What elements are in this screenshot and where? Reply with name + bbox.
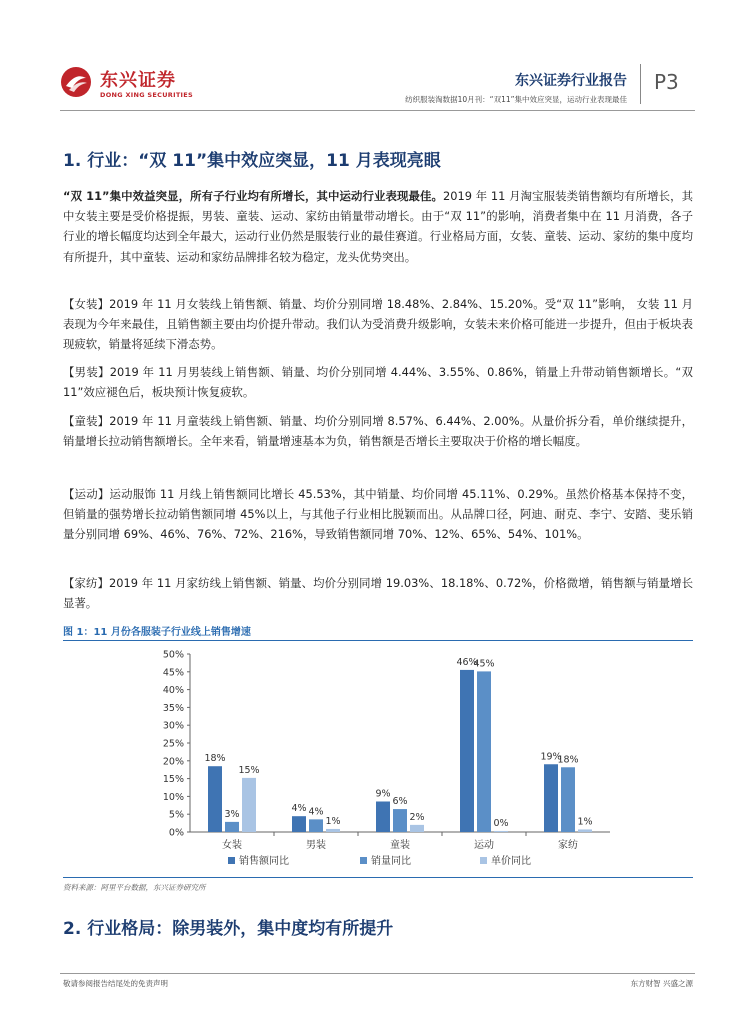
logo-text: 东兴证券 [100,70,176,91]
x-category-label: 女装 [222,840,242,851]
bar-data-label: 3% [224,808,240,820]
dongxing-logo-icon [60,66,92,98]
y-tick-label: 20% [162,756,184,768]
bar-data-label: 18% [204,753,226,765]
summary-lead: “双 11”集中效益突显，所有子行业均有所增长，其中运动行业表现最佳。 [63,189,443,203]
legend-label: 销售额同比 [239,856,289,867]
bar [460,670,474,832]
bar-data-label: 19% [540,751,562,763]
figure-bottom-rule [63,877,693,878]
section-1-title: 1. 行业：“双 11”集中效应突显，11 月表现亮眼 [63,151,441,171]
y-tick-label: 0% [168,827,184,839]
paragraph-menswear: 【男装】2019 年 11 月男装线上销售额、销量、均价分别同增 4.44%、3.55%、0.86%，销量上升带动销售额增长。“双 11”效应褪色后，板块预计恢复疲软。 [63,365,693,400]
bar [242,778,256,832]
bar [578,829,592,832]
footer-slogan: 东方财智 兴盛之源 [630,979,693,988]
section-2-title: 2. 行业格局：除男装外，集中度均有所提升 [63,919,394,939]
growth-bar-chart [160,642,620,874]
bar-data-label: 45% [473,658,495,670]
legend-swatch [360,857,367,864]
bar [309,819,323,832]
paragraph-womenswear: 【女装】2019 年 11 月女装线上销售额、销量、均价分别同增 18.48%、2.84%、15.20%。受“双 11”影响， 女装 11 月表现为今年来最佳，且销售额主要由均价提升带动。我们认为受消费升级影响，女装未来价格可能进一步提升，但由于板块表现疲软，销量将延续下滑态势。 [63,297,693,352]
paragraph-summary [63,186,693,267]
report-brand: 东兴证券行业报告 [515,73,627,89]
bar [376,801,390,832]
bar-data-label: 0% [493,817,509,829]
footer-disclaimer: 敬请参阅报告结尾处的免责声明 [63,979,168,988]
bar-data-label: 46% [456,656,478,668]
y-tick-label: 25% [162,738,184,750]
bar-data-label: 4% [291,803,307,815]
paragraph-sportswear: 【运动】运动服饰 11 月线上销售额同比增长 45.53%，其中销量、均价同增 45.11%、0.29%。虽然价格基本保持不变，但销量的强势增长拉动销售额同增 45%以上，与其他子行业相比脱颖而出。从品牌口径，阿迪、耐克、李宁、安踏、斐乐销量分别同增 69%、46%、76%、72%、216%，导致销售额同增 70%、12%、65%、54%、101%。 [63,487,693,542]
legend-label: 单价同比 [491,856,531,867]
bar-data-label: 4% [308,806,324,818]
x-category-label: 家纺 [558,840,578,851]
x-category-label: 运动 [474,840,494,851]
y-tick-label: 35% [162,702,184,714]
logo-english: DONG XING SECURITIES [100,91,193,99]
bar [326,829,340,832]
header-divider [640,64,641,104]
paragraph-home-textiles: 【家纺】2019 年 11 月家纺线上销售额、销量、均价分别同增 19.03%、18.18%、0.72%，价格微增，销售额与销量增长显著。 [63,576,693,611]
bar-data-label: 2% [409,811,425,823]
bar-data-label: 1% [577,816,593,828]
y-tick-label: 45% [162,667,184,679]
figure-top-rule [63,640,693,641]
bar [544,764,558,832]
figure-title: 图 1：11 月份各服装子行业线上销售增速 [63,627,251,638]
bar [410,825,424,832]
legend-swatch [228,857,235,864]
bar [208,766,222,832]
y-tick-label: 5% [168,809,184,821]
bar [393,809,407,832]
bar [477,671,491,832]
figure-source: 资料来源：阿里平台数据，东兴证券研究所 [63,883,206,892]
legend-swatch [480,857,487,864]
bar-data-label: 6% [392,796,408,808]
bar [494,831,508,832]
header-rule [60,110,695,111]
legend-label: 销量同比 [371,856,411,867]
bar [561,767,575,832]
bar-data-label: 15% [238,764,260,776]
y-tick-label: 40% [162,685,184,697]
bar [292,816,306,832]
footer-rule [60,973,695,974]
page-number: P3 [654,70,679,94]
bar-data-label: 9% [375,788,391,800]
bar-data-label: 1% [325,815,341,827]
x-category-label: 童装 [390,840,410,851]
y-tick-label: 15% [162,774,184,786]
y-tick-label: 50% [162,649,184,661]
y-tick-label: 30% [162,720,184,732]
paragraph-kidswear: 【童装】2019 年 11 月童装线上销售额、销量、均价分别同增 8.57%、6.44%、2.00%。从量价拆分看，单价继续提升，销量增长拉动销售额增长。全年来看，销量增速基本为负，销售额是否增长主要取决于价格的增长幅度。 [63,414,693,449]
bar-data-label: 18% [557,754,579,766]
y-tick-label: 10% [162,791,184,803]
x-category-label: 男装 [306,840,326,851]
bar [225,822,239,832]
summary-text: 2019 年 11 月淘宝服装类销售额均有所增长，其中女装主要是受价格提振，男装、童装、运动、家纺由销量带动增长。由于“双 11”的影响，消费者集中在 11 月消费，各子行业的增长幅度均达到全年最大，运动行业仍然是服装行业的最佳赛道。行业格局方面，女装、童装、运动、家纺的集中度均有所提升，其中童装、运动和家纺品牌排名较为稳定，龙头优势突出。 [63,189,693,264]
report-subtitle: 纺织服装淘数据10月刊：“双11”集中效应突显，运动行业表现最佳 [405,95,627,104]
